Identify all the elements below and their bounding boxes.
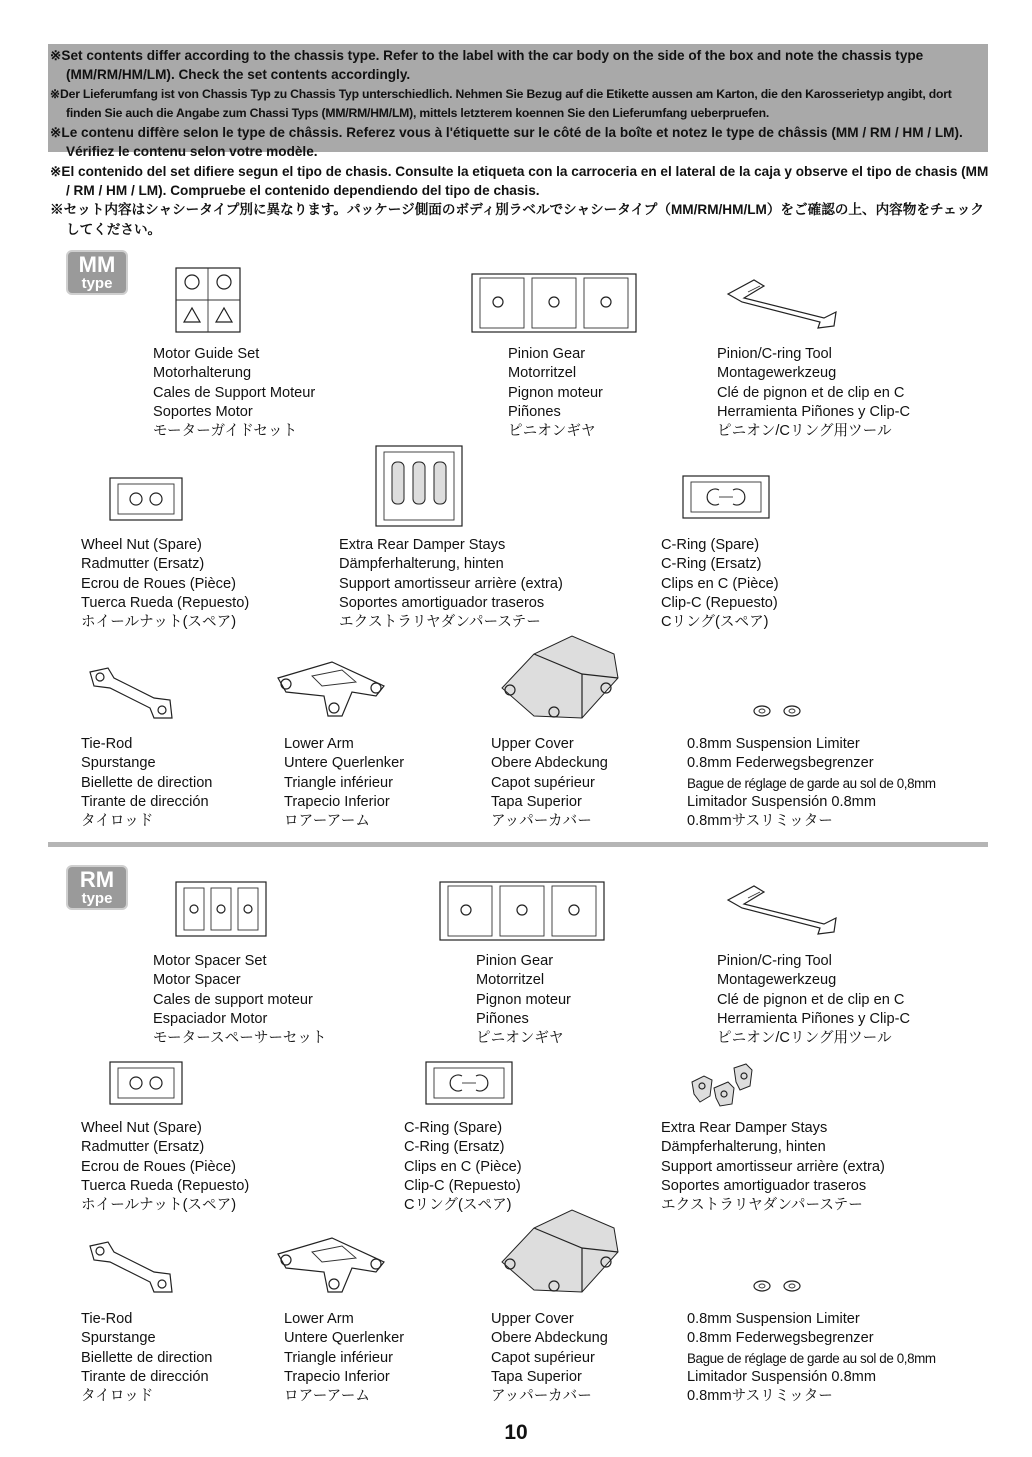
mm-type-badge	[66, 250, 128, 295]
label-jp: Cリング(スペア)	[661, 614, 769, 631]
lower-arm-label	[284, 735, 404, 831]
label-es: Limitador Suspensión 0.8mm	[687, 1368, 876, 1385]
label-en: Extra Rear Damper Stays	[339, 537, 506, 553]
label-es: Tapa Superior	[491, 1368, 582, 1385]
label-de: Radmutter (Ersatz)	[81, 556, 205, 573]
label-de: C-Ring (Ersatz)	[661, 556, 762, 573]
label-de: C-Ring (Ersatz)	[404, 1139, 505, 1156]
lower-arm-label	[284, 1310, 404, 1406]
tie-rod-label	[81, 735, 212, 831]
tie-rod-icon	[84, 1238, 176, 1298]
label-de: Obere Abdeckung	[491, 1330, 608, 1347]
label-jp: 0.8mmサスリミッター	[687, 1388, 833, 1405]
label-en: Tie-Rod	[81, 1311, 133, 1327]
label-fr: Bague de réglage de garde au sol de 0,8mm	[687, 1350, 936, 1366]
pinion-gear-icon	[438, 880, 606, 942]
motor-guide-label	[153, 345, 315, 441]
label-jp: モーターガイドセット	[153, 423, 298, 440]
label-jp: ピニオンギヤ	[508, 423, 596, 440]
label-fr: Cales de Support Moteur	[153, 384, 316, 401]
label-fr: Capot supérieur	[491, 774, 595, 791]
label-jp: 0.8mmサスリミッター	[687, 813, 833, 830]
label-es: Herramienta Piñones y Clip-C	[717, 1010, 911, 1027]
label-jp: アッパーカバー	[491, 1388, 592, 1405]
label-es: Herramienta Piñones y Clip-C	[717, 403, 911, 420]
chassis-notes	[50, 46, 990, 239]
badge-subtitle: type	[81, 275, 113, 292]
label-jp: Cリング(スペア)	[404, 1197, 512, 1214]
wheel-nut-icon	[108, 476, 184, 522]
label-fr: Clips en C (Pièce)	[404, 1158, 522, 1175]
wheel-nut-label	[81, 1119, 249, 1215]
label-fr: Biellette de direction	[81, 1349, 213, 1366]
label-en: Pinion/C-ring Tool	[717, 346, 832, 362]
damper-stays-icon	[688, 1062, 758, 1108]
label-es: Limitador Suspensión 0.8mm	[687, 793, 876, 810]
c-ring-label	[404, 1119, 522, 1215]
label-jp: モータースペーサーセット	[153, 1030, 327, 1047]
label-fr: Triangle inférieur	[284, 1349, 393, 1366]
label-en: Motor Guide Set	[153, 346, 260, 362]
upper-cover-label	[491, 735, 608, 831]
label-jp: ピニオン/Cリング用ツール	[717, 423, 892, 440]
lower-arm-icon	[272, 1232, 390, 1298]
label-fr: Clé de pignon et de clip en C	[717, 384, 905, 401]
pinion-tool-icon	[724, 272, 840, 332]
upper-cover-label	[491, 1310, 608, 1406]
label-fr: Ecrou de Roues (Pièce)	[81, 575, 236, 592]
label-fr: Capot supérieur	[491, 1349, 595, 1366]
label-de: Motorritzel	[476, 972, 545, 989]
rm-type-badge	[66, 865, 128, 910]
label-de: Montagewerkzeug	[717, 972, 837, 989]
label-es: Espaciador Motor	[153, 1010, 268, 1027]
label-en: Upper Cover	[491, 1311, 574, 1327]
label-es: Soportes Motor	[153, 403, 253, 420]
label-jp: ピニオンギヤ	[476, 1030, 564, 1047]
label-fr: Triangle inférieur	[284, 774, 393, 791]
label-de: 0.8mm Federwegsbegrenzer	[687, 755, 874, 772]
upper-cover-icon	[494, 632, 624, 724]
label-de: Untere Querlenker	[284, 755, 405, 772]
c-ring-icon	[424, 1060, 514, 1106]
label-es: Trapecio Inferior	[284, 793, 390, 810]
pinion-tool-label	[717, 345, 910, 441]
label-es: Trapecio Inferior	[284, 1368, 390, 1385]
upper-cover-icon	[494, 1206, 624, 1298]
note-english: ※Set contents differ according to the chassis type. Refer to the label with the car body on the side of the box and note the chassis type (MM/RM/HM/LM). Check the set contents accordingly.	[50, 48, 924, 83]
label-es: Clip-C (Repuesto)	[661, 594, 778, 611]
label-de: 0.8mm Federwegsbegrenzer	[687, 1330, 874, 1347]
suspension-limiter-label	[687, 735, 936, 831]
label-en: Motor Spacer Set	[153, 953, 267, 969]
damper-stays-label	[339, 536, 563, 632]
damper-stays-icon	[374, 444, 464, 528]
wheel-nut-label	[81, 536, 249, 632]
damper-stays-label	[661, 1119, 885, 1215]
label-de: Motor Spacer	[153, 972, 241, 989]
motor-spacer-label	[153, 952, 327, 1048]
label-jp: タイロッド	[81, 1388, 154, 1405]
note-german: ※Der Lieferumfang ist von Chassis Typ zu Chassis Typ unterschiedlich. Nehmen Sie Bezug auf die Etikette aussen am Karton, die den Karosserietyp angibt, dort finden Sie auch die Angabe zum Chassi Typs (MM/RM/HM/LM), mittels letzterem koennen Sie den Lieferumfang ueberpruefen.	[50, 86, 952, 120]
label-en: Wheel Nut (Spare)	[81, 537, 202, 553]
label-jp: ピニオン/Cリング用ツール	[717, 1030, 892, 1047]
label-fr: Pignon moteur	[476, 991, 571, 1008]
label-de: Radmutter (Ersatz)	[81, 1139, 205, 1156]
motor-spacer-set-icon	[174, 880, 268, 938]
c-ring-label	[661, 536, 779, 632]
label-en: Tie-Rod	[81, 736, 133, 752]
label-es: Tuerca Rueda (Repuesto)	[81, 1177, 250, 1194]
label-jp: エクストラリヤダンパーステー	[661, 1197, 863, 1214]
c-ring-icon	[681, 474, 771, 520]
label-es: Soportes amortiguador traseros	[661, 1177, 867, 1194]
label-fr: Support amortisseur arrière (extra)	[661, 1158, 885, 1175]
label-es: Tirante de dirección	[81, 793, 209, 810]
label-es: Piñones	[508, 403, 561, 420]
pinion-tool-label	[717, 952, 910, 1048]
suspension-limiter-label	[687, 1310, 936, 1406]
label-fr: Clips en C (Pièce)	[661, 575, 779, 592]
label-jp: アッパーカバー	[491, 813, 592, 830]
note-french: ※Le contenu diffère selon le type de châssis. Referez vous à l'étiquette sur le côté de la boîte et notez le type de châssis (MM / RM / HM / LM). Vérifiez le contenu selon votre modèle.	[50, 125, 963, 160]
badge-subtitle: type	[81, 890, 113, 907]
label-jp: ロアーアーム	[284, 813, 370, 830]
label-es: Piñones	[476, 1010, 529, 1027]
tie-rod-label	[81, 1310, 212, 1406]
tie-rod-icon	[84, 664, 176, 724]
label-fr: Clé de pignon et de clip en C	[717, 991, 905, 1008]
section-divider	[48, 842, 988, 847]
label-de: Obere Abdeckung	[491, 755, 608, 772]
pinion-gear-label	[508, 345, 603, 441]
label-de: Motorritzel	[508, 365, 577, 382]
label-fr: Bague de réglage de garde au sol de 0,8mm	[687, 775, 936, 791]
label-es: Soportes amortiguador traseros	[339, 594, 545, 611]
label-en: Lower Arm	[284, 736, 354, 752]
label-es: Tirante de dirección	[81, 1368, 209, 1385]
label-de: Untere Querlenker	[284, 1330, 405, 1347]
label-fr: Ecrou de Roues (Pièce)	[81, 1158, 236, 1175]
wheel-nut-icon	[108, 1060, 184, 1106]
pinion-tool-icon	[724, 878, 840, 938]
note-japanese: ※セット内容はシャシータイプ別に異なります。パッケージ側面のボディ別ラベルでシャシータイプ（MM/RM/HM/LM）をご確認の上、内容物をチェックしてください。	[50, 202, 984, 237]
label-en: 0.8mm Suspension Limiter	[687, 1311, 860, 1327]
badge-title: RM	[79, 867, 115, 892]
page-number: 10	[504, 1421, 528, 1444]
label-jp: ロアーアーム	[284, 1388, 370, 1405]
label-en: Pinion Gear	[508, 346, 586, 362]
suspension-limiter-icon	[750, 702, 806, 720]
label-en: Pinion Gear	[476, 953, 554, 969]
label-es: Tuerca Rueda (Repuesto)	[81, 594, 250, 611]
label-jp: エクストラリヤダンパーステー	[339, 614, 541, 631]
label-en: Upper Cover	[491, 736, 574, 752]
label-es: Clip-C (Repuesto)	[404, 1177, 521, 1194]
label-de: Spurstange	[81, 1330, 156, 1347]
label-fr: Support amortisseur arrière (extra)	[339, 575, 563, 592]
suspension-limiter-icon	[750, 1277, 806, 1295]
label-en: Pinion/C-ring Tool	[717, 953, 832, 969]
label-en: Wheel Nut (Spare)	[81, 1120, 202, 1136]
label-jp: タイロッド	[81, 813, 154, 830]
note-spanish: ※El contenido del set difiere segun el tipo de chasis. Consulte la etiqueta con la carroceria en el lateral de la caja y observe el tipo de chasis (MM / RM / HM / LM). Compruebe el contenido dependiendo del tipo de chasis.	[50, 163, 989, 199]
label-en: Lower Arm	[284, 1311, 354, 1327]
motor-guide-set-icon	[174, 266, 242, 334]
label-jp: ホイールナット(スペア)	[81, 614, 237, 631]
label-de: Dämpferhalterung, hinten	[339, 556, 504, 573]
label-en: C-Ring (Spare)	[404, 1120, 503, 1136]
label-de: Montagewerkzeug	[717, 365, 837, 382]
label-de: Motorhalterung	[153, 365, 252, 382]
badge-title: MM	[78, 252, 116, 277]
pinion-gear-icon	[470, 272, 638, 334]
label-en: C-Ring (Spare)	[661, 537, 760, 553]
label-de: Dämpferhalterung, hinten	[661, 1139, 826, 1156]
label-fr: Pignon moteur	[508, 384, 603, 401]
label-es: Tapa Superior	[491, 793, 582, 810]
pinion-gear-label	[476, 952, 571, 1048]
label-en: Extra Rear Damper Stays	[661, 1120, 828, 1136]
label-jp: ホイールナット(スペア)	[81, 1197, 237, 1214]
label-de: Spurstange	[81, 755, 156, 772]
label-en: 0.8mm Suspension Limiter	[687, 736, 860, 752]
lower-arm-icon	[272, 656, 390, 722]
label-fr: Cales de support moteur	[153, 991, 313, 1008]
label-fr: Biellette de direction	[81, 774, 213, 791]
